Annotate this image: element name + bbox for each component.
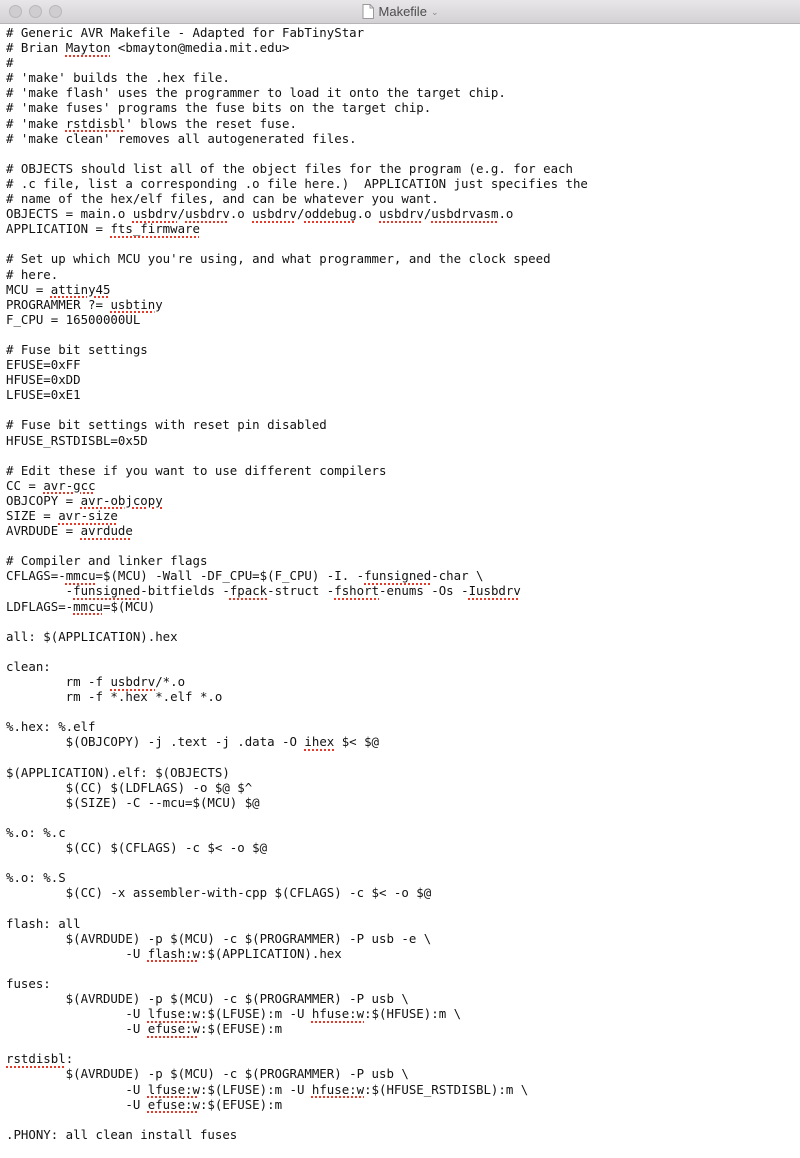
code-line[interactable]: clean: <box>6 658 51 674</box>
code-line[interactable]: # Set up which MCU you're using, and what programmer, and the clock speed <box>6 251 551 267</box>
misspelled-word[interactable]: fts_firmware <box>110 221 200 237</box>
code-line[interactable]: # 'make flash' uses the programmer to load it onto the target chip. <box>6 85 506 101</box>
code-line[interactable]: flash: all <box>6 915 81 931</box>
misspelled-word[interactable]: avr-gcc <box>43 477 96 493</box>
code-line[interactable]: # 'make fuses' programs the fuse bits on the target chip. <box>6 100 432 116</box>
misspelled-word[interactable]: usbdrv <box>132 206 178 222</box>
code-line[interactable] <box>6 614 796 629</box>
misspelled-word[interactable]: avrdude <box>80 523 133 539</box>
misspelled-word[interactable]: avr-objcopy <box>80 492 163 508</box>
code-line[interactable]: rstdisbl: <box>6 1051 74 1067</box>
code-line[interactable]: -U efuse:w:$(EFUSE):m <box>6 1096 283 1112</box>
misspelled-word[interactable]: usbdrv <box>185 206 230 222</box>
misspelled-word[interactable]: flash:w <box>147 945 200 961</box>
document-icon <box>362 4 374 23</box>
misspelled-word[interactable]: Mayton <box>65 40 111 56</box>
code-line[interactable]: LFUSE=0xE1 <box>6 387 81 403</box>
code-line[interactable] <box>6 810 796 825</box>
misspelled-word[interactable]: fshort <box>334 583 380 599</box>
code-line[interactable]: # 'make clean' removes all autogenerated files. <box>6 130 357 146</box>
misspelled-word[interactable]: usbtiny <box>110 296 163 312</box>
code-line[interactable]: OBJCOPY = avr-objcopy <box>6 492 163 508</box>
misspelled-word[interactable]: ihex <box>304 734 335 750</box>
code-line[interactable]: # <box>6 55 14 71</box>
text-editor[interactable] <box>6 25 796 1142</box>
code-line[interactable]: rm -f usbdrv/*.o <box>6 674 186 690</box>
misspelled-word[interactable]: oddebug <box>304 206 357 222</box>
misspelled-word[interactable]: lfuse:w <box>147 1006 200 1022</box>
misspelled-word[interactable]: usbdrvasm <box>431 206 499 222</box>
code-line[interactable]: # Fuse bit settings <box>6 341 148 357</box>
misspelled-word[interactable]: avr-size <box>58 508 118 523</box>
code-line[interactable] <box>6 146 796 161</box>
misspelled-word[interactable]: rstdisbl <box>6 1051 66 1067</box>
code-line[interactable] <box>6 1036 796 1051</box>
misspelled-word[interactable]: lfuse:w <box>147 1081 200 1097</box>
misspelled-word[interactable]: Iusbdrv <box>468 583 521 599</box>
code-line[interactable]: -U lfuse:w:$(LFUSE):m -U hfuse:w:$(HFUSE_RSTDISBL):m \ <box>6 1081 529 1097</box>
code-line[interactable]: # Fuse bit settings with reset pin disabled <box>6 417 327 433</box>
code-line[interactable] <box>6 961 796 976</box>
code-line[interactable]: # Compiler and linker flags <box>6 553 208 569</box>
code-line[interactable] <box>6 327 796 342</box>
misspelled-word[interactable]: funsigned <box>73 583 141 599</box>
code-line[interactable] <box>6 750 796 765</box>
code-line[interactable]: %.o: %.c <box>6 824 66 840</box>
code-line[interactable]: rm -f *.hex *.elf *.o <box>6 689 223 705</box>
code-line[interactable]: EFUSE=0xFF <box>6 357 81 373</box>
title-bar[interactable] <box>0 0 800 24</box>
code-line[interactable]: $(CC) $(CFLAGS) -c $< -o $@ <box>6 840 268 856</box>
code-line[interactable]: # Generic AVR Makefile - Adapted for FabTinyStar <box>6 25 365 40</box>
code-line[interactable]: SIZE = avr-size <box>6 508 118 523</box>
misspelled-word[interactable]: efuse:w <box>147 1021 200 1037</box>
code-line[interactable]: MCU = attiny45 <box>6 281 111 297</box>
misspelled-word[interactable]: usbdrv <box>379 206 424 222</box>
code-line[interactable]: # name of the hex/elf files, and can be whatever you want. <box>6 191 439 207</box>
code-line[interactable] <box>6 644 796 659</box>
misspelled-word[interactable]: hfuse:w <box>311 1006 365 1022</box>
code-line[interactable]: # here. <box>6 266 59 282</box>
code-line[interactable]: # Edit these if you want to use different compilers <box>6 462 387 478</box>
code-line[interactable]: $(AVRDUDE) -p $(MCU) -c $(PROGRAMMER) -P usb \ <box>6 1066 409 1082</box>
code-line[interactable]: F_CPU = 16500000UL <box>6 311 141 327</box>
code-line[interactable]: $(SIZE) -C --mcu=$(MCU) $@ <box>6 794 260 810</box>
window-title: Makefile <box>378 4 427 19</box>
code-line[interactable]: # 'make' builds the .hex file. <box>6 70 230 86</box>
code-line[interactable]: LDFLAGS=-mmcu=$(MCU) <box>6 598 156 614</box>
code-line[interactable]: HFUSE=0xDD <box>6 372 81 388</box>
misspelled-word[interactable]: rstdisbl <box>65 115 126 131</box>
code-line[interactable]: -U efuse:w:$(EFUSE):m <box>6 1021 283 1037</box>
code-line[interactable]: PROGRAMMER ?= usbtiny <box>6 296 163 312</box>
misspelled-word[interactable]: efuse:w <box>147 1096 200 1112</box>
code-line[interactable]: AVRDUDE = avrdude <box>6 523 133 539</box>
code-line[interactable]: CFLAGS=-mmcu=$(MCU) -Wall -DF_CPU=$(F_CPU) -I. -funsigned-char \ <box>6 568 484 584</box>
code-line[interactable]: # .c file, list a corresponding .o file here.) APPLICATION just specifies the <box>6 175 588 191</box>
chevron-down-icon[interactable]: ⌄ <box>430 7 439 17</box>
code-line[interactable]: $(APPLICATION).elf: $(OBJECTS) <box>6 764 230 780</box>
misspelled-word[interactable]: mmcu <box>65 568 96 584</box>
code-line[interactable] <box>6 402 796 417</box>
code-line[interactable] <box>6 704 796 719</box>
code-line[interactable] <box>6 236 796 251</box>
code-line[interactable]: $(CC) -x assembler-with-cpp $(CFLAGS) -c $< -o $@ <box>6 885 432 901</box>
code-line[interactable] <box>6 1112 796 1127</box>
code-line[interactable]: APPLICATION = fts_firmware <box>6 221 200 237</box>
code-line[interactable]: OBJECTS = main.o usbdrv/usbdrv.o usbdrv/oddebug.o usbdrv/usbdrvasm.o <box>6 206 514 222</box>
code-line[interactable]: -U lfuse:w:$(LFUSE):m -U hfuse:w:$(HFUSE):m \ <box>6 1006 462 1022</box>
misspelled-word[interactable]: usbdrv <box>110 674 156 690</box>
code-line[interactable]: $(AVRDUDE) -p $(MCU) -c $(PROGRAMMER) -P usb -e \ <box>6 930 432 946</box>
code-line[interactable]: %.hex: %.elf <box>6 719 96 735</box>
code-line[interactable]: $(AVRDUDE) -p $(MCU) -c $(PROGRAMMER) -P usb \ <box>6 991 409 1006</box>
misspelled-word[interactable]: hfuse:w <box>311 1081 365 1097</box>
code-line[interactable]: all: $(APPLICATION).hex <box>6 628 178 644</box>
misspelled-word[interactable]: usbdrv <box>252 206 297 222</box>
code-line[interactable]: $(OBJCOPY) -j .text -j .data -O ihex $< $@ <box>6 734 380 750</box>
code-line[interactable] <box>6 900 796 915</box>
misspelled-word[interactable]: mmcu <box>73 598 103 614</box>
code-line[interactable] <box>6 448 796 463</box>
code-line[interactable]: # Brian Mayton <bmayton@media.mit.edu> <box>6 40 290 56</box>
code-line[interactable]: $(CC) $(LDFLAGS) -o $@ $^ <box>6 779 253 795</box>
code-line[interactable]: CC = avr-gcc <box>6 477 96 493</box>
code-line[interactable] <box>6 538 796 553</box>
code-line[interactable]: HFUSE_RSTDISBL=0x5D <box>6 432 148 448</box>
code-line[interactable]: # 'make rstdisbl' blows the reset fuse. <box>6 115 297 131</box>
misspelled-word[interactable]: funsigned <box>364 568 432 584</box>
code-line[interactable]: -U flash:w:$(APPLICATION).hex <box>6 945 342 961</box>
code-line[interactable]: -funsigned-bitfields -fpack-struct -fshort-enums -Os -Iusbdrv <box>6 583 521 599</box>
window-title-group[interactable] <box>0 3 800 23</box>
code-line[interactable]: %.o: %.S <box>6 870 66 886</box>
misspelled-word[interactable]: attiny45 <box>50 281 111 297</box>
code-line[interactable]: .PHONY: all clean install fuses <box>6 1126 238 1142</box>
code-line[interactable] <box>6 855 796 870</box>
code-line[interactable]: fuses: <box>6 975 51 991</box>
code-line[interactable]: # OBJECTS should list all of the object files for the program (e.g. for each <box>6 160 573 176</box>
misspelled-word[interactable]: fpack <box>229 583 268 599</box>
